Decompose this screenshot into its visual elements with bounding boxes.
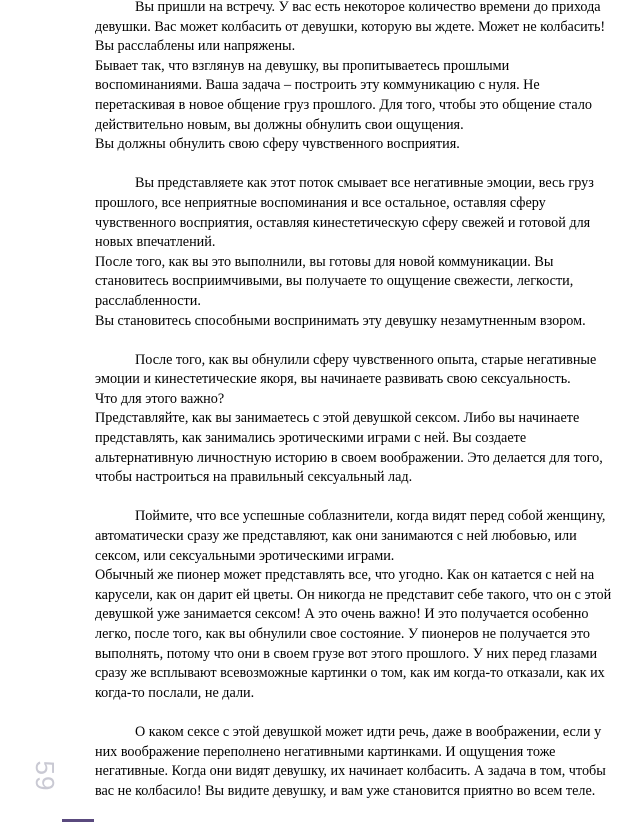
paragraph: Представляйте, как вы занимаетесь с этой девушкой сексом. Либо вы начинаете представлять, как занимались эротическими играми с ней. Вы создаете альтернативную личностную историю в своем воображении. Это делается для того, чтобы настроиться на правильный сексуальный лад.: [95, 410, 603, 486]
paragraph: Вы представляете как этот поток смывает все негативные эмоции, весь груз прошлого, все неприятные воспоминания и все остальное, оставляя сферу чувственного восприятия, оставляя кинестетическую сферу свежей и готовой для новых впечатлений.: [95, 175, 594, 251]
page-footer-line: [62, 819, 94, 822]
paragraph-gap: [95, 155, 615, 175]
paragraph: Вы должны обнулить свою сферу чувственного восприятия.: [95, 136, 460, 153]
paragraph: После того, как вы это выполнили, вы готовы для новой коммуникации. Вы становитесь восприимчивыми, вы получаете то ощущение свежести, легкости, расслабленности.: [95, 253, 574, 309]
paragraph: Что для этого важно?: [95, 390, 225, 407]
page-body: [95, 0, 615, 801]
page-number: 59: [30, 760, 61, 792]
paragraph: Вы пришли на встречу. У вас есть некоторое количество времени до прихода девушки. Вас может колбасить от девушки, которую вы ждете. Может не колбасить! Вы расслаблены или напряжены.: [95, 0, 606, 55]
paragraph: После того, как вы обнулили сферу чувственного опыта, старые негативные эмоции и кинестетические якоря, вы начинаете развивать свою сексуальность.: [95, 351, 597, 388]
paragraph: Поймите, что все успешные соблазнители, когда видят перед собой женщину, автоматически сразу же представляют, как они занимаются с ней любовью, или сексом, или сексуальными эротическими играми.: [95, 508, 606, 564]
paragraph: Обычный же пионер может представлять все, что угодно. Как он катается с ней на карусели, как он дарит ей цветы. Он никогда не представит себе такого, что он с этой девушкой уже занимается сексом! А это очень важно! И это получается особенно легко, после того, как вы обнулили свое состояние. У пионеров не получается это выполнять, потому что они в своем грузе вот этого прошлого. У них перед глазами сразу же всплывают всевозможные картинки о том, как им когда-то отказали, как их когда-то послали, не дали.: [95, 567, 612, 701]
paragraph: Вы становитесь способными воспринимать эту девушку незамутненным взором.: [95, 312, 586, 329]
paragraph-gap: [95, 703, 615, 723]
paragraph-gap: [95, 331, 615, 351]
paragraph: О каком сексе с этой девушкой может идти речь, даже в воображении, если у них воображение переполнено негативными картинками. И ощущения тоже негативные. Когда они видят девушку, их начинает колбасить. А задача в том, чтобы вас не колбасило! Вы видите девушку, и вам уже становится приятно во всем теле.: [95, 723, 606, 799]
paragraph-gap: [95, 488, 615, 508]
paragraph: Бывает так, что взглянув на девушку, вы пропитываетесь прошлыми воспоминаниями. Ваша задача – построить эту коммуникацию с нуля. Не перетаскивая в новое общение груз прошлого. Для того, чтобы это общение стало действительно новым, вы должны обнулить свои ощущения.: [95, 57, 593, 133]
